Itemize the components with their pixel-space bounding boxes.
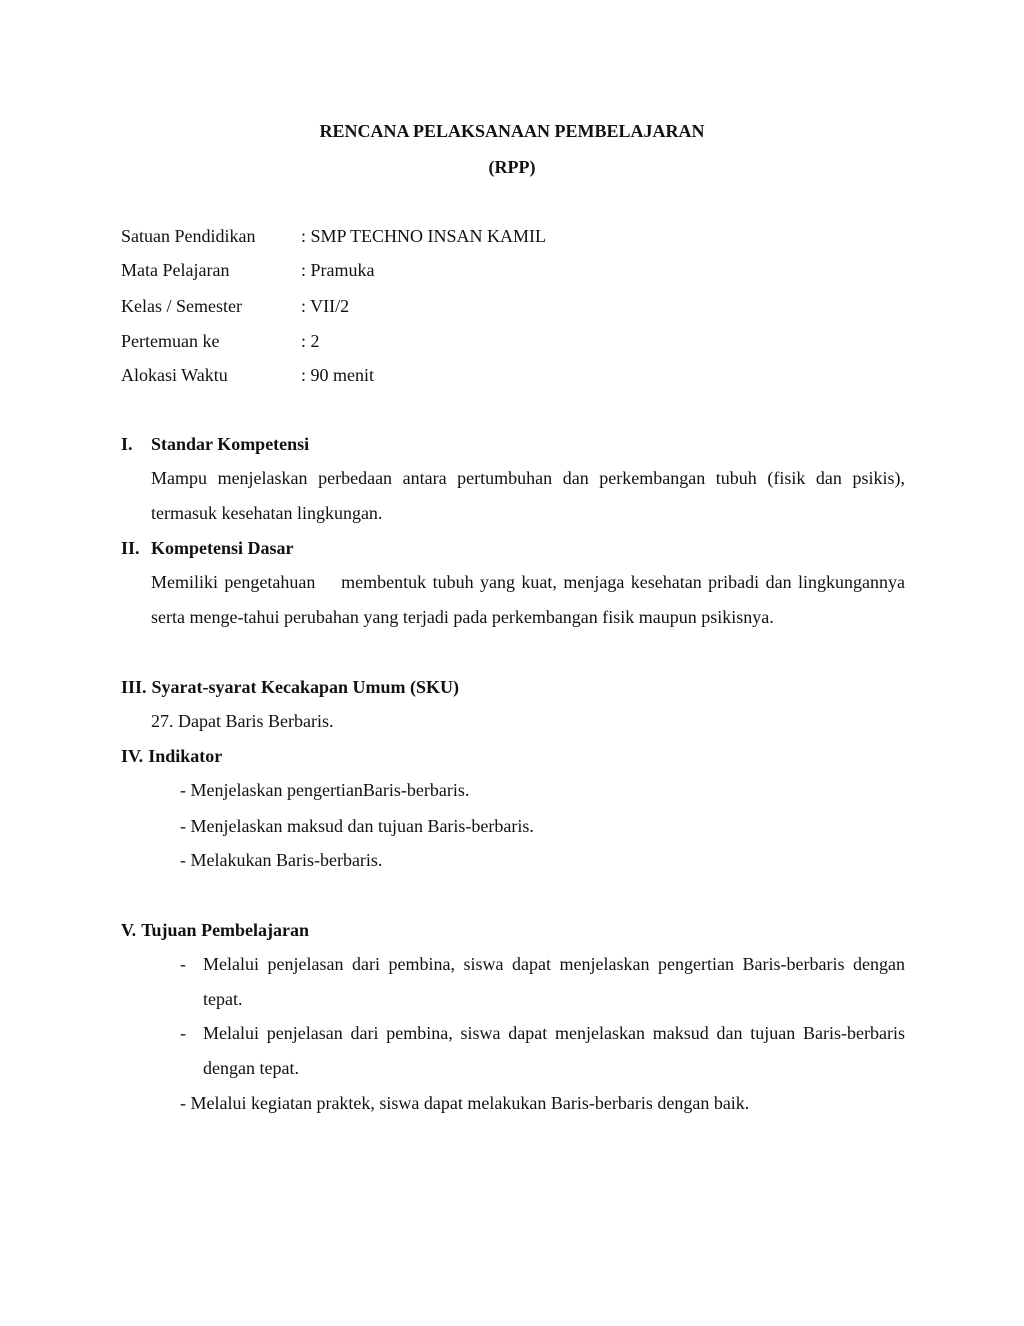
document-title: RENCANA PELAKSANAAN PEMBELAJARAN [319, 121, 705, 141]
section-title: Syarat-syarat Kecakapan Umum (SKU) [151, 677, 460, 697]
list-item [180, 1016, 905, 1085]
section-heading-indikator [121, 744, 222, 768]
info-label: Pertemuan ke [121, 331, 220, 351]
info-value: : 2 [301, 331, 320, 351]
info-value: : Pramuka [301, 260, 375, 280]
info-label: Alokasi Waktu [121, 365, 228, 385]
section-number: II. [121, 538, 140, 558]
info-label: Kelas / Semester [121, 296, 242, 316]
section-heading-standar-kompetensi [121, 432, 309, 456]
section-heading-sku [121, 675, 459, 699]
section-heading-kompetensi-dasar [121, 536, 294, 560]
section-text-sku: 27. Dapat Baris Berbaris. [151, 711, 334, 731]
section-text-standar-kompetensi: Mampu menjelaskan perbedaan antara pertumbuhan dan perkembangan tubuh (fisik dan psikis), termasuk kesehatan lingkungan. [151, 468, 905, 523]
section-title: Indikator [148, 746, 223, 766]
info-label: Mata Pelajaran [121, 260, 230, 280]
info-label: Satuan Pendidikan [121, 226, 256, 246]
list-bullet: - [180, 954, 186, 974]
section-text-kompetensi-dasar: Memiliki pengetahuan membentuk tubuh yang kuat, menjaga kesehatan pribadi dan lingkungannya serta menge-tahui perubahan yang terjadi pada perkembangan fisik maupun psikisnya. [151, 572, 910, 627]
list-item-text: Melalui penjelasan dari pembina, siswa dapat menjelaskan maksud dan tujuan Baris-berbaris dengan tepat. [203, 1023, 905, 1078]
info-value: : 90 menit [301, 365, 374, 385]
section-title: Tujuan Pembelajaran [141, 920, 310, 940]
list-item: - Melakukan Baris-berbaris. [180, 850, 383, 870]
list-item-text: Melalui penjelasan dari pembina, siswa dapat menjelaskan pengertian Baris-berbaris dengan tepat. [203, 954, 905, 1009]
section-number: IV. [121, 746, 144, 766]
section-number: I. [121, 434, 133, 454]
info-value: : VII/2 [301, 296, 350, 316]
section-number: III. [121, 677, 147, 697]
list-bullet: - [180, 1023, 186, 1043]
list-item: - Menjelaskan pengertianBaris-berbaris. [180, 780, 470, 800]
list-item: - Menjelaskan maksud dan tujuan Baris-berbaris. [180, 816, 534, 836]
section-heading-tujuan-pembelajaran [121, 918, 309, 942]
section-title: Kompetensi Dasar [151, 538, 294, 558]
list-item: - Melalui kegiatan praktek, siswa dapat melakukan Baris-berbaris dengan baik. [180, 1093, 750, 1113]
section-number: V. [121, 920, 137, 940]
list-item [180, 947, 905, 1016]
document-subtitle: (RPP) [488, 157, 536, 177]
info-value: : SMP TECHNO INSAN KAMIL [301, 226, 547, 246]
section-title: Standar Kompetensi [151, 434, 310, 454]
